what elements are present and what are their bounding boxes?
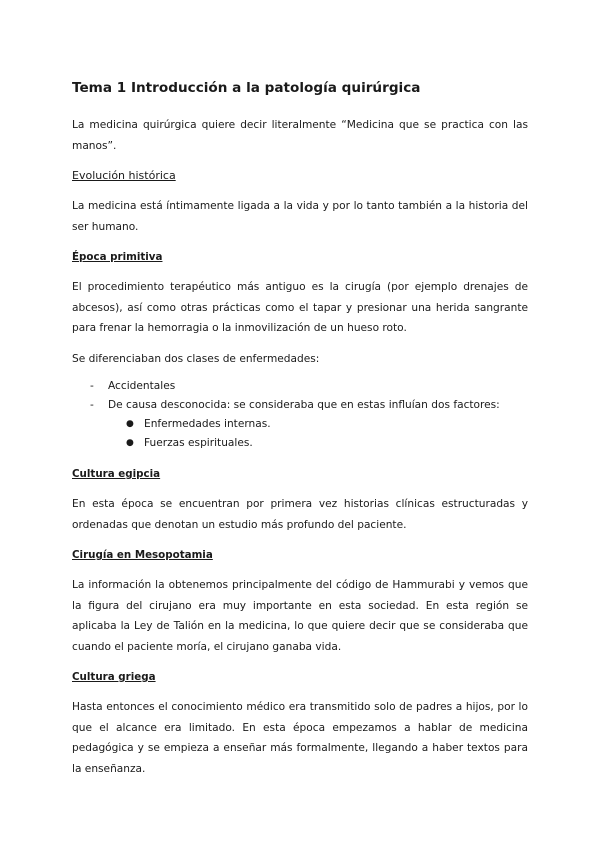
bullet-icon: ●	[126, 419, 134, 429]
primitiva-paragraph-2: Se diferenciaban dos clases de enfermedades:	[72, 352, 320, 365]
list-item-text: Accidentales	[108, 380, 176, 392]
sublist-item	[108, 415, 528, 434]
dash-marker: -	[90, 380, 94, 392]
disease-types-list	[72, 377, 528, 453]
sublist-item-text: Enfermedades internas.	[144, 418, 271, 430]
list-item-text: De causa desconocida: se consideraba que en estas influían dos factores:	[108, 399, 500, 411]
mesopotamia-paragraph: La información la obtenemos principalmente del código de Hammurabi y vemos que la figura del cirujano era muy importante en esta sociedad. En esta región se aplicaba la Ley de Talión en la medicina, lo que quiere decir que se consideraba que cuando el paciente moría, el cirujano ganaba vida.	[72, 579, 528, 653]
heading-cirugia-mesopotamia: Cirugía en Mesopotamia	[72, 549, 213, 561]
list-item	[72, 377, 528, 396]
section-paragraph: La medicina está íntimamente ligada a la vida y por lo tanto también a la historia del ser humano.	[72, 200, 528, 233]
factors-sublist	[108, 415, 528, 453]
heading-cultura-griega: Cultura griega	[72, 671, 156, 683]
list-item	[72, 396, 528, 453]
section-heading: Evolución histórica	[72, 169, 176, 182]
heading-epoca-primitiva: Época primitiva	[72, 251, 163, 263]
heading-cultura-egipcia: Cultura egipcia	[72, 468, 161, 480]
bullet-icon: ●	[126, 438, 134, 448]
egipcia-paragraph: En esta época se encuentran por primera vez historias clínicas estructuradas y ordenadas que denotan un estudio más profundo del paciente.	[72, 498, 528, 531]
sublist-item-text: Fuerzas espirituales.	[144, 437, 253, 449]
document-body	[72, 78, 528, 789]
dash-marker: -	[90, 399, 94, 411]
document-title: Tema 1 Introducción a la patología quirúrgica	[72, 80, 421, 96]
intro-paragraph: La medicina quirúrgica quiere decir literalmente “Medicina que se practica con las manos”.	[72, 119, 528, 152]
sublist-item	[108, 434, 528, 453]
griega-paragraph: Hasta entonces el conocimiento médico era transmitido solo de padres a hijos, por lo que el alcance era limitado. En esta época empezamos a hablar de medicina pedagógica y se empieza a enseñar más formalmente, llegando a haber textos para la enseñanza.	[72, 701, 528, 775]
primitiva-paragraph-1: El procedimiento terapéutico más antiguo es la cirugía (por ejemplo drenajes de abcesos), así como otras prácticas como el tapar y presionar una herida sangrante para frenar la hemorragia o la inmovilización de un hueso roto.	[72, 281, 528, 334]
